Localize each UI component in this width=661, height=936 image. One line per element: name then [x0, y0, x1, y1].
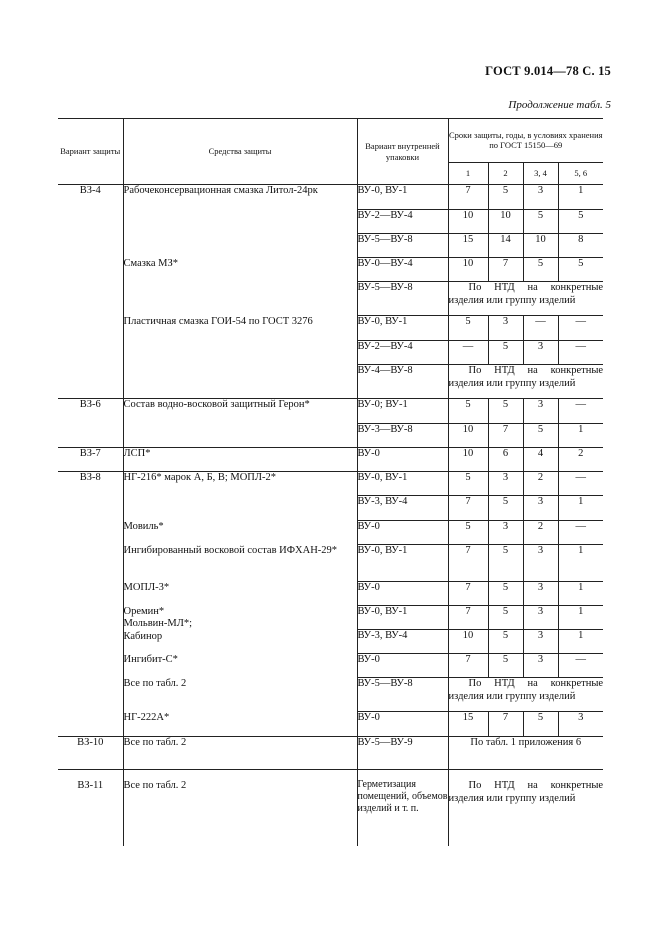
- term-cell: —: [523, 316, 558, 341]
- protection-terms-table: [58, 118, 603, 846]
- means-cell: Ингибированный восковой состав ИФХАН-29*: [123, 545, 357, 582]
- means-cell: МОПЛ-3*: [123, 582, 357, 606]
- pack-cell: ВУ-0, ВУ-1: [357, 472, 448, 496]
- means-cell: Все по табл. 2: [123, 770, 357, 846]
- term-cell: 7: [488, 424, 523, 448]
- table-row: [58, 737, 603, 770]
- term-cell: 3: [523, 399, 558, 424]
- term-cell: 5: [523, 258, 558, 282]
- means-cell: НГ-216* марок А, Б, В; МОПЛ-2*: [123, 472, 357, 521]
- variant-cell: ВЗ-10: [58, 737, 123, 770]
- means-cell: Оремин* Мольвин-МЛ*; Кабинор: [123, 606, 357, 654]
- ntd-note: По НТД на конкретные изделия или группу изделий: [448, 365, 603, 399]
- term-cell: 1: [558, 545, 603, 582]
- pack-cell: ВУ-5—ВУ-8: [357, 678, 448, 712]
- term-cell: 5: [488, 654, 523, 678]
- term-cell: —: [558, 316, 603, 341]
- header-packaging: Вариант внутренней упаковки: [357, 119, 448, 185]
- table-row: [58, 712, 603, 737]
- variant-cell: ВЗ-11: [58, 770, 123, 846]
- table-row: [58, 258, 603, 282]
- term-cell: 3: [523, 582, 558, 606]
- term-cell: 3: [558, 712, 603, 737]
- pack-cell: ВУ-0: [357, 582, 448, 606]
- term-cell: 5: [448, 521, 488, 545]
- table-row: [58, 521, 603, 545]
- term-cell: 5: [558, 210, 603, 234]
- header-term-1: 1: [448, 163, 488, 185]
- means-cell: Мовиль*: [123, 521, 357, 545]
- term-cell: 5: [488, 545, 523, 582]
- variant-cell: ВЗ-8: [58, 472, 123, 737]
- term-cell: 7: [448, 185, 488, 210]
- pack-cell: ВУ-2—ВУ-4: [357, 210, 448, 234]
- header-terms: Сроки защиты, годы, в условиях хранения по ГОСТ 15150—69: [448, 119, 603, 163]
- term-cell: 3: [523, 496, 558, 521]
- term-cell: 3: [523, 185, 558, 210]
- pack-cell: ВУ-5—ВУ-9: [357, 737, 448, 770]
- header-variant: Вариант защиты: [58, 119, 123, 185]
- means-cell: Рабочеконсервационная смазка Литол-24рк: [123, 185, 357, 258]
- table-row: [58, 582, 603, 606]
- table-row: [58, 770, 603, 846]
- term-cell: 3: [523, 341, 558, 365]
- pack-cell: ВУ-0; ВУ-1: [357, 399, 448, 424]
- term-cell: 5: [488, 341, 523, 365]
- term-cell: 1: [558, 424, 603, 448]
- term-cell: 3: [523, 545, 558, 582]
- pack-cell: ВУ-2—ВУ-4: [357, 341, 448, 365]
- term-cell: 10: [448, 258, 488, 282]
- means-cell: ЛСП*: [123, 448, 357, 472]
- term-cell: 5: [488, 399, 523, 424]
- term-cell: 2: [523, 472, 558, 496]
- term-cell: 5: [523, 210, 558, 234]
- ntd-note: По НТД на конкретные изделия или группу изделий: [448, 770, 603, 846]
- term-cell: 1: [558, 630, 603, 654]
- table-row: [58, 654, 603, 678]
- term-cell: 3: [523, 606, 558, 630]
- pack-cell: ВУ-0, ВУ-1: [357, 606, 448, 630]
- pack-cell: ВУ-3—ВУ-8: [357, 424, 448, 448]
- term-cell: 3: [488, 472, 523, 496]
- pack-cell: Герметизация помещений, объемов изделий и т. п.: [357, 770, 448, 846]
- term-cell: —: [558, 341, 603, 365]
- term-cell: 1: [558, 582, 603, 606]
- table-continuation-caption: Продолжение табл. 5: [508, 99, 611, 111]
- term-cell: 8: [558, 234, 603, 258]
- pack-cell: ВУ-0: [357, 521, 448, 545]
- term-cell: 3: [488, 521, 523, 545]
- table-row: [58, 316, 603, 341]
- term-cell: 1: [558, 496, 603, 521]
- table-row: [58, 399, 603, 424]
- term-cell: 6: [488, 448, 523, 472]
- term-cell: —: [558, 399, 603, 424]
- term-cell: 3: [523, 630, 558, 654]
- term-cell: 5: [523, 424, 558, 448]
- table-row: [58, 545, 603, 582]
- term-cell: 5: [488, 606, 523, 630]
- term-cell: 7: [488, 258, 523, 282]
- term-cell: 15: [448, 234, 488, 258]
- term-cell: 5: [558, 258, 603, 282]
- means-cell: Пластичная смазка ГОИ-54 по ГОСТ 3276: [123, 316, 357, 399]
- term-cell: 15: [448, 712, 488, 737]
- term-cell: 4: [523, 448, 558, 472]
- term-cell: 3: [523, 654, 558, 678]
- header-term-3-4: 3, 4: [523, 163, 558, 185]
- means-cell: Все по табл. 2: [123, 678, 357, 712]
- means-cell: НГ-222А*: [123, 712, 357, 737]
- pack-cell: ВУ-0: [357, 654, 448, 678]
- term-cell: 5: [488, 582, 523, 606]
- term-cell: 1: [558, 606, 603, 630]
- pack-cell: ВУ-0: [357, 448, 448, 472]
- term-cell: 1: [558, 185, 603, 210]
- table-row: [58, 606, 603, 630]
- term-cell: 7: [488, 712, 523, 737]
- variant-cell: ВЗ-7: [58, 448, 123, 472]
- term-cell: —: [448, 341, 488, 365]
- header-means: Средства защиты: [123, 119, 357, 185]
- variant-cell: ВЗ-6: [58, 399, 123, 448]
- means-cell: Состав водно-восковой защитный Герон*: [123, 399, 357, 448]
- term-cell: —: [558, 521, 603, 545]
- pack-cell: ВУ-0, ВУ-1: [357, 545, 448, 582]
- pack-cell: ВУ-5—ВУ-8: [357, 282, 448, 316]
- table-row: [58, 448, 603, 472]
- term-cell: 5: [523, 712, 558, 737]
- term-cell: 10: [448, 448, 488, 472]
- term-cell: 2: [523, 521, 558, 545]
- header-term-2: 2: [488, 163, 523, 185]
- table-row: [58, 678, 603, 712]
- ntd-note: По НТД на конкретные изделия или группу изделий: [448, 678, 603, 712]
- term-cell: 5: [488, 496, 523, 521]
- term-cell: 10: [523, 234, 558, 258]
- pack-cell: ВУ-3, ВУ-4: [357, 630, 448, 654]
- pack-cell: ВУ-0: [357, 712, 448, 737]
- term-cell: 5: [448, 399, 488, 424]
- term-cell: 5: [488, 630, 523, 654]
- page-header: ГОСТ 9.014—78 С. 15: [485, 64, 611, 78]
- ntd-note: По НТД на конкретные изделия или группу изделий: [448, 282, 603, 316]
- term-cell: 5: [448, 316, 488, 341]
- appendix-reference: По табл. 1 приложения 6: [448, 737, 603, 770]
- term-cell: 10: [448, 424, 488, 448]
- term-cell: 7: [448, 606, 488, 630]
- term-cell: 7: [448, 545, 488, 582]
- term-cell: —: [558, 472, 603, 496]
- pack-cell: ВУ-0—ВУ-4: [357, 258, 448, 282]
- pack-cell: ВУ-0, ВУ-1: [357, 185, 448, 210]
- term-cell: 3: [488, 316, 523, 341]
- term-cell: 10: [448, 210, 488, 234]
- term-cell: 5: [488, 185, 523, 210]
- pack-cell: ВУ-4—ВУ-8: [357, 365, 448, 399]
- term-cell: 2: [558, 448, 603, 472]
- term-cell: 7: [448, 496, 488, 521]
- term-cell: 7: [448, 654, 488, 678]
- pack-cell: ВУ-3, ВУ-4: [357, 496, 448, 521]
- term-cell: 10: [488, 210, 523, 234]
- table-row: [58, 185, 603, 210]
- table-row: [58, 472, 603, 496]
- term-cell: 7: [448, 582, 488, 606]
- variant-cell: ВЗ-4: [58, 185, 123, 399]
- means-cell: Все по табл. 2: [123, 737, 357, 770]
- header-term-5-6: 5, 6: [558, 163, 603, 185]
- pack-cell: ВУ-5—ВУ-8: [357, 234, 448, 258]
- term-cell: —: [558, 654, 603, 678]
- term-cell: 14: [488, 234, 523, 258]
- term-cell: 10: [448, 630, 488, 654]
- term-cell: 5: [448, 472, 488, 496]
- means-cell: Смазка МЗ*: [123, 258, 357, 316]
- pack-cell: ВУ-0, ВУ-1: [357, 316, 448, 341]
- means-cell: Ингибит-С*: [123, 654, 357, 678]
